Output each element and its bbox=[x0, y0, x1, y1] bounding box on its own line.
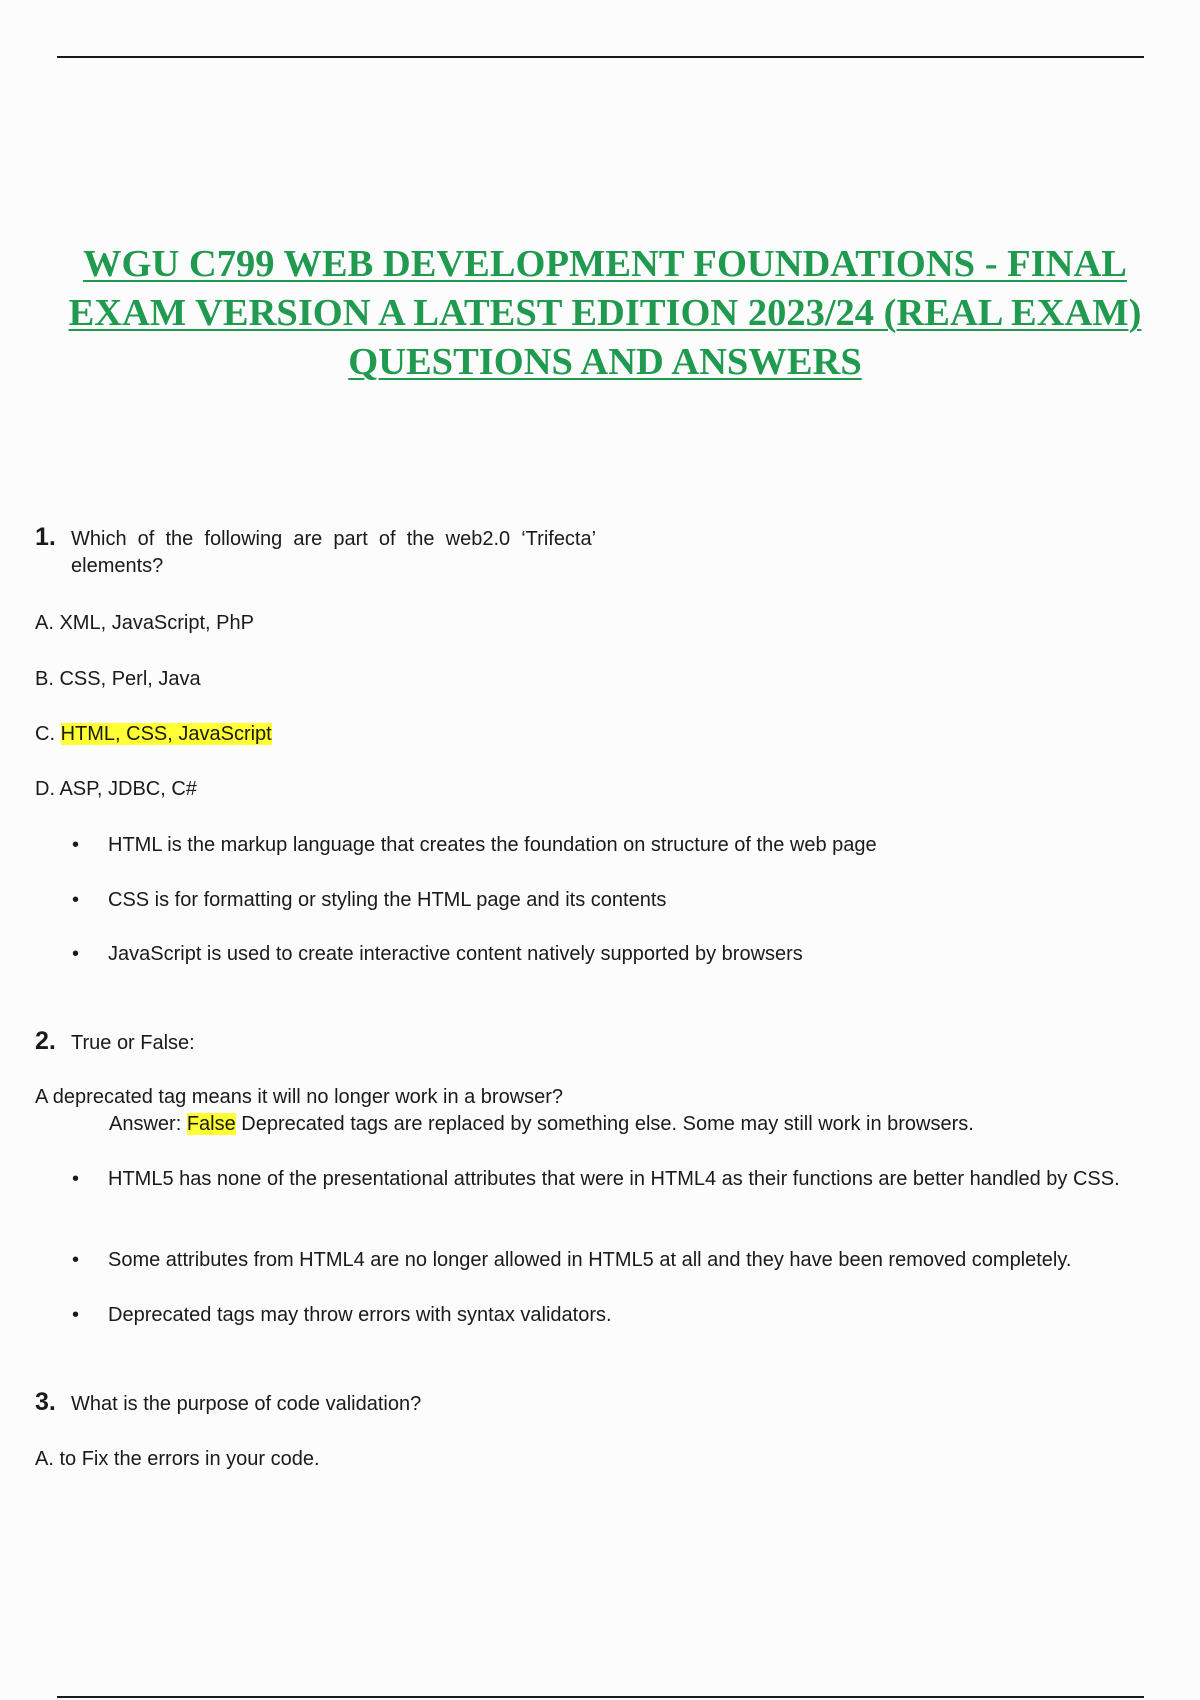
question-2-statement: A deprecated tag means it will no longer work in a browser? bbox=[35, 1086, 564, 1108]
option-a: A. XML, JavaScript, PhP bbox=[35, 612, 254, 634]
question-number: 3. bbox=[35, 1388, 56, 1416]
question-2 bbox=[35, 1027, 195, 1056]
question-text: Which of the following are part of the web2.0 ‘Trifecta’ bbox=[71, 528, 597, 550]
bullet-text: HTML is the markup language that creates the foundation on structure of the web page bbox=[108, 834, 877, 856]
bullet-text: HTML5 has none of the presentational attributes that were in HTML4 as their functions are better handled by CSS. bbox=[108, 1168, 1120, 1190]
answer-explanation: Deprecated tags are replaced by something else. Some may still work in browsers. bbox=[235, 1113, 974, 1135]
option-a: A. to Fix the errors in your code. bbox=[35, 1448, 320, 1470]
question-text: What is the purpose of code validation? bbox=[71, 1393, 422, 1415]
option-c-prefix: C. bbox=[35, 723, 61, 745]
bullet-icon: • bbox=[72, 889, 80, 911]
question-3 bbox=[35, 1388, 421, 1417]
answer-line bbox=[109, 1113, 974, 1136]
option-b: B. CSS, Perl, Java bbox=[35, 668, 201, 690]
title-line-3: QUESTIONS AND ANSWERS bbox=[348, 341, 862, 383]
title-line-1: WGU C799 WEB DEVELOPMENT FOUNDATIONS - FINAL bbox=[83, 243, 1127, 285]
bullet-text: Some attributes from HTML4 are no longer allowed in HTML5 at all and they have been removed completely. bbox=[108, 1249, 1072, 1271]
top-rule bbox=[57, 56, 1144, 58]
bullet-icon: • bbox=[72, 1249, 80, 1271]
bullet-icon: • bbox=[72, 943, 80, 965]
bullet-text: JavaScript is used to create interactive content natively supported by browsers bbox=[108, 943, 803, 965]
bullet-icon: • bbox=[72, 834, 80, 856]
document-title bbox=[30, 240, 1180, 387]
title-line-2: EXAM VERSION A LATEST EDITION 2023/24 (REAL EXAM) bbox=[68, 292, 1142, 334]
question-1-text-continued: elements? bbox=[71, 555, 164, 577]
answer-label: Answer: bbox=[109, 1113, 187, 1135]
bottom-rule bbox=[57, 1696, 1144, 1698]
question-number: 2. bbox=[35, 1027, 56, 1055]
option-d: D. ASP, JDBC, C# bbox=[35, 778, 197, 800]
question-1 bbox=[35, 523, 596, 552]
answer-highlight: False bbox=[186, 1113, 236, 1135]
question-number: 1. bbox=[35, 523, 56, 551]
option-c bbox=[35, 723, 272, 746]
option-c-answer-highlight: HTML, CSS, JavaScript bbox=[60, 723, 272, 745]
bullet-icon: • bbox=[72, 1304, 80, 1326]
question-text: True or False: bbox=[71, 1032, 195, 1054]
bullet-text: Deprecated tags may throw errors with syntax validators. bbox=[108, 1304, 612, 1326]
bullet-icon: • bbox=[72, 1168, 80, 1190]
bullet-text: CSS is for formatting or styling the HTML page and its contents bbox=[108, 889, 667, 911]
